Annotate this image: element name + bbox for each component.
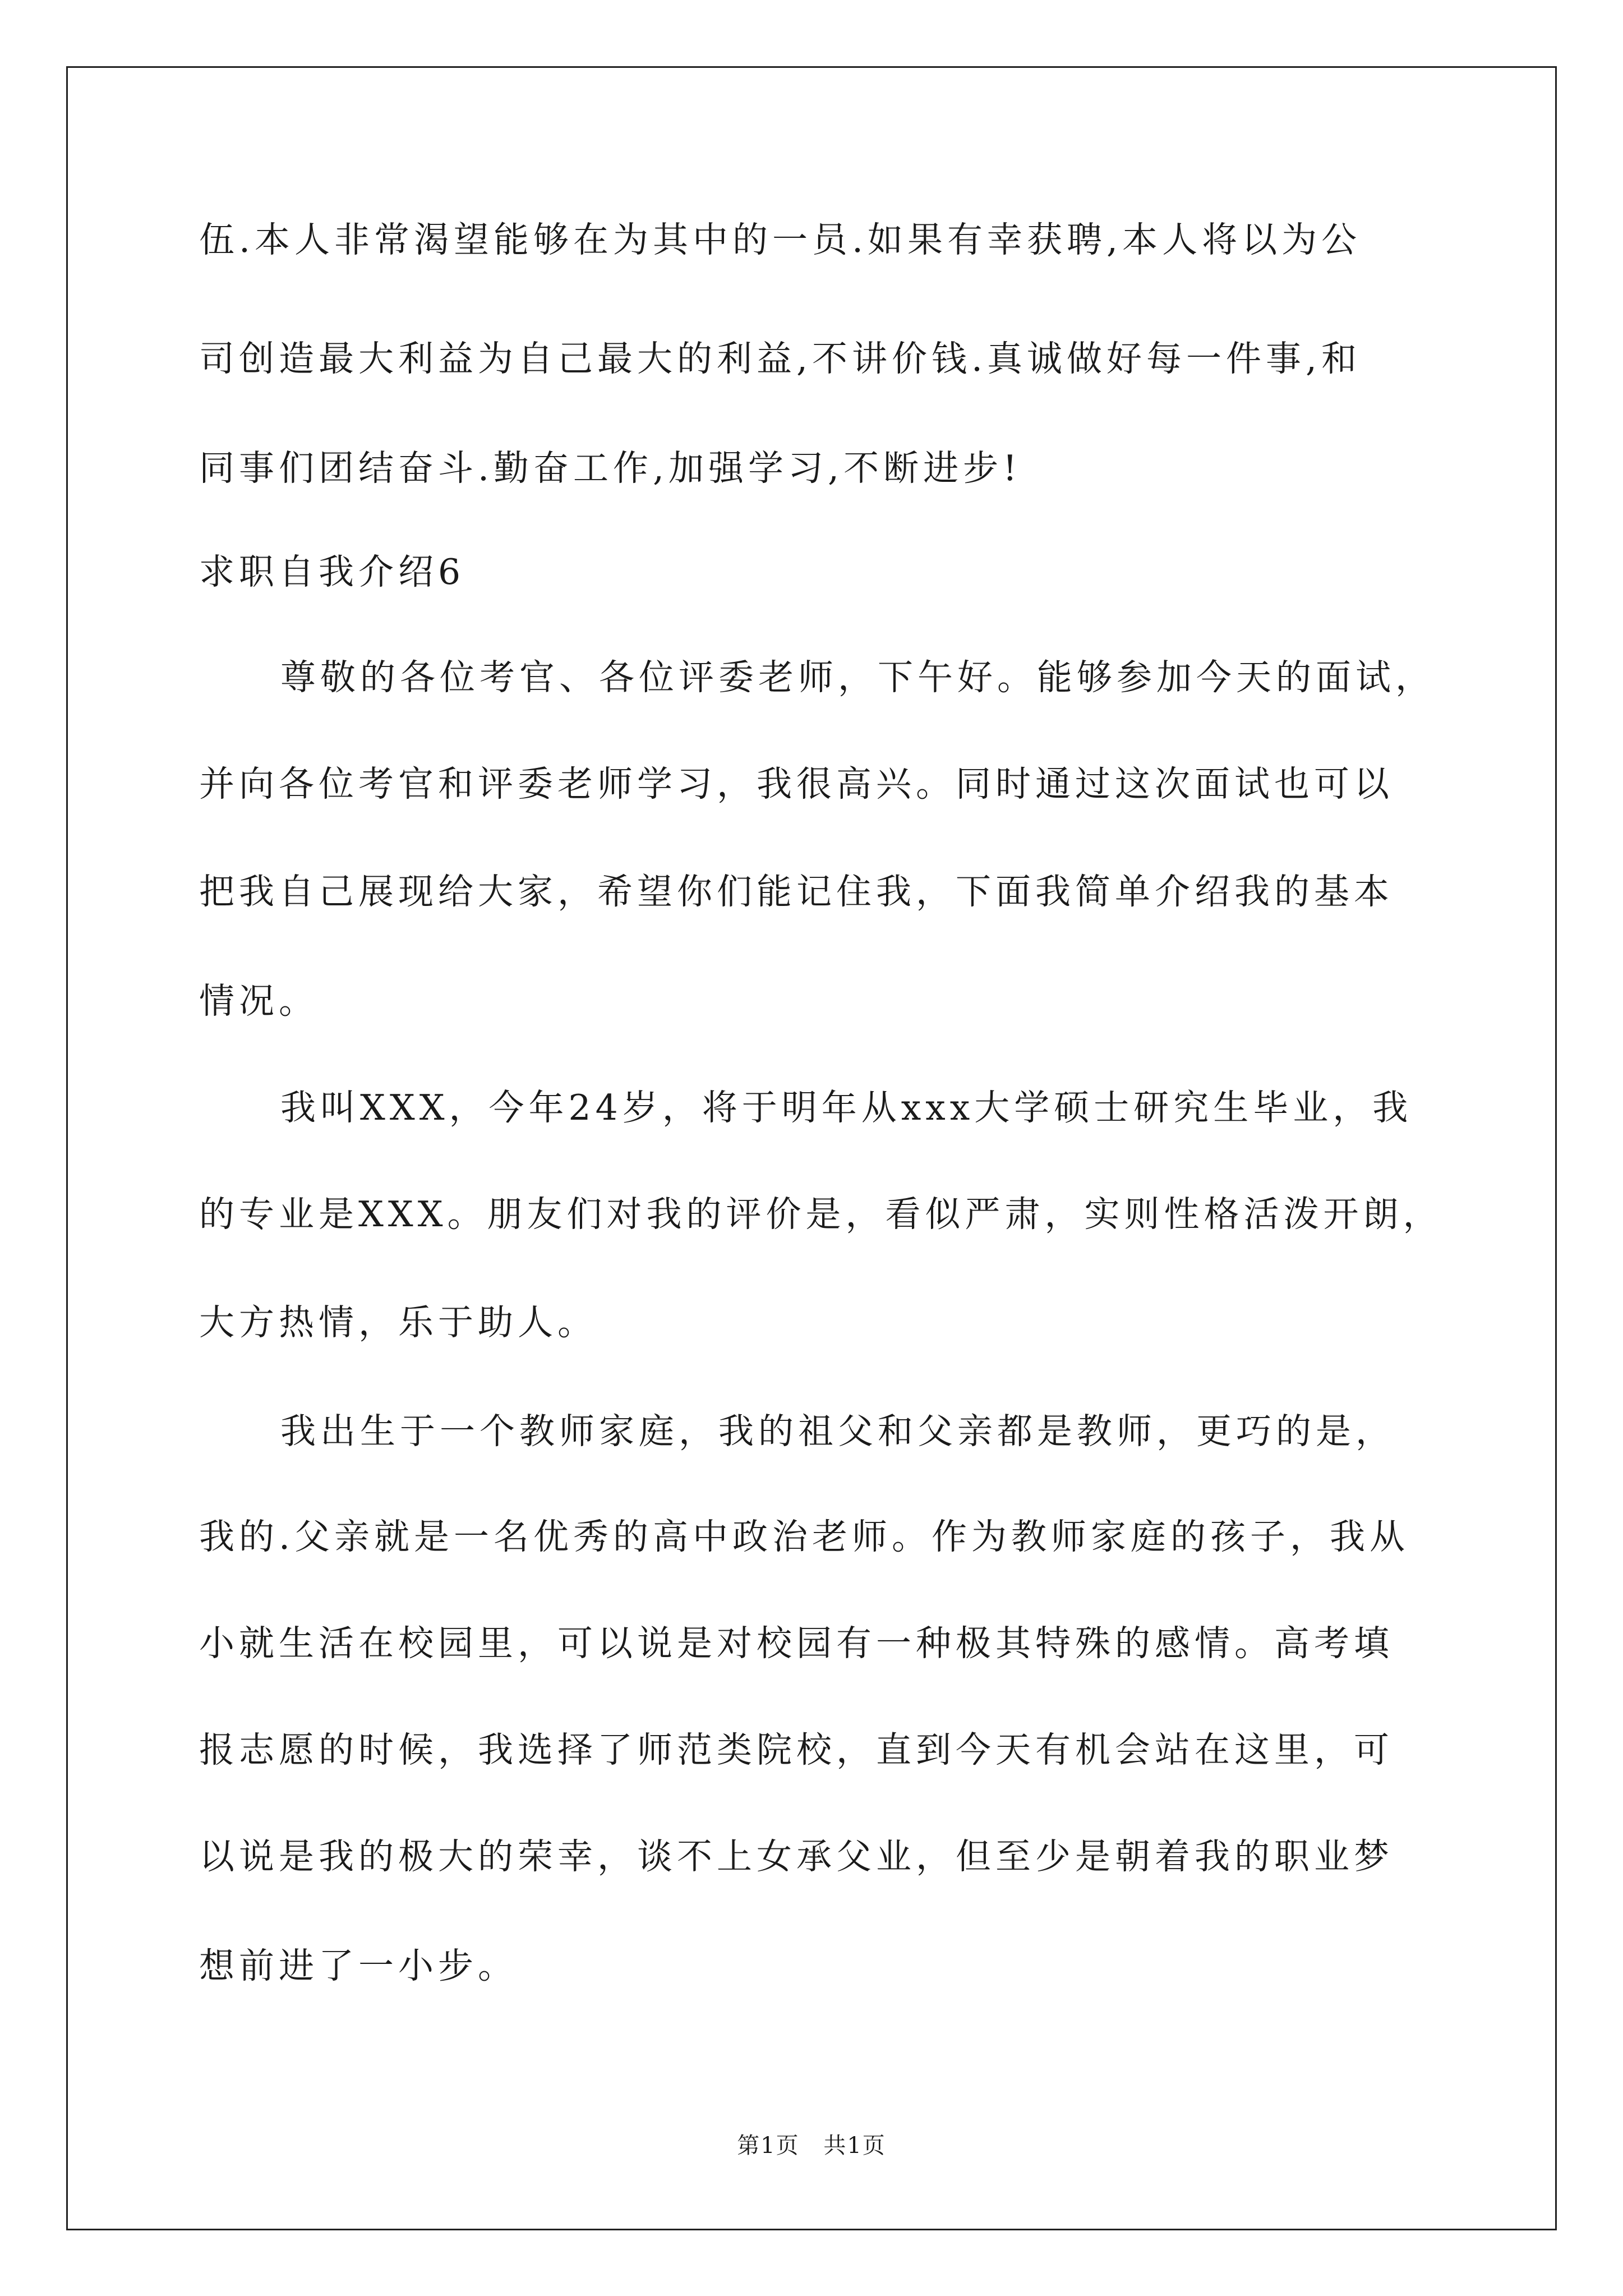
text-line: 司创造最大利益为自己最大的利益,不讲价钱.真诚做好每一件事,和	[199, 338, 1362, 379]
text-line: 我叫XXX，今年24岁，将于明年从xxx大学硕士研究生毕业，我	[280, 1087, 1413, 1128]
text-line: 想前进了一小步。	[199, 1945, 518, 1986]
text-line: 伍.本人非常渴望能够在为其中的一员.如果有幸获聘,本人将以为公	[199, 219, 1362, 260]
page-number-total: 共1页	[823, 2133, 886, 2159]
text-line: 我出生于一个教师家庭，我的祖父和父亲都是教师，更巧的是，	[280, 1411, 1395, 1452]
text-line: 并向各位考官和评委老师学习，我很高兴。同时通过这次面试也可以	[199, 763, 1394, 804]
text-line: 以说是我的极大的荣幸，谈不上女承父业，但至少是朝着我的职业梦	[199, 1836, 1394, 1877]
page-footer	[0, 2132, 1623, 2160]
text-line: 的专业是XXX。朋友们对我的评价是，看似严肃，实则性格活泼开朗，	[199, 1194, 1443, 1235]
text-line: 同事们团结奋斗.勤奋工作,加强学习,不断进步!	[199, 448, 1022, 489]
text-line: 把我自己展现给大家，希望你们能记住我，下面我简单介绍我的基本	[199, 871, 1394, 912]
page-border	[66, 66, 1557, 2230]
text-line: 报志愿的时候，我选择了师范类院校，直到今天有机会站在这里，可	[199, 1729, 1394, 1770]
page-number-current: 第1页	[737, 2133, 800, 2159]
text-line: 情况。	[199, 981, 319, 1022]
text-line: 小就生活在校园里，可以说是对校园有一种极其特殊的感情。高考填	[199, 1623, 1394, 1664]
text-line: 大方热情，乐于助人。	[199, 1302, 597, 1343]
section-heading: 求职自我介绍6	[199, 551, 465, 592]
text-line: 尊敬的各位考官、各位评委老师，下午好。能够参加今天的面试，	[280, 657, 1435, 698]
text-line: 我的.父亲就是一名优秀的高中政治老师。作为教师家庭的孩子，我从	[199, 1516, 1410, 1557]
